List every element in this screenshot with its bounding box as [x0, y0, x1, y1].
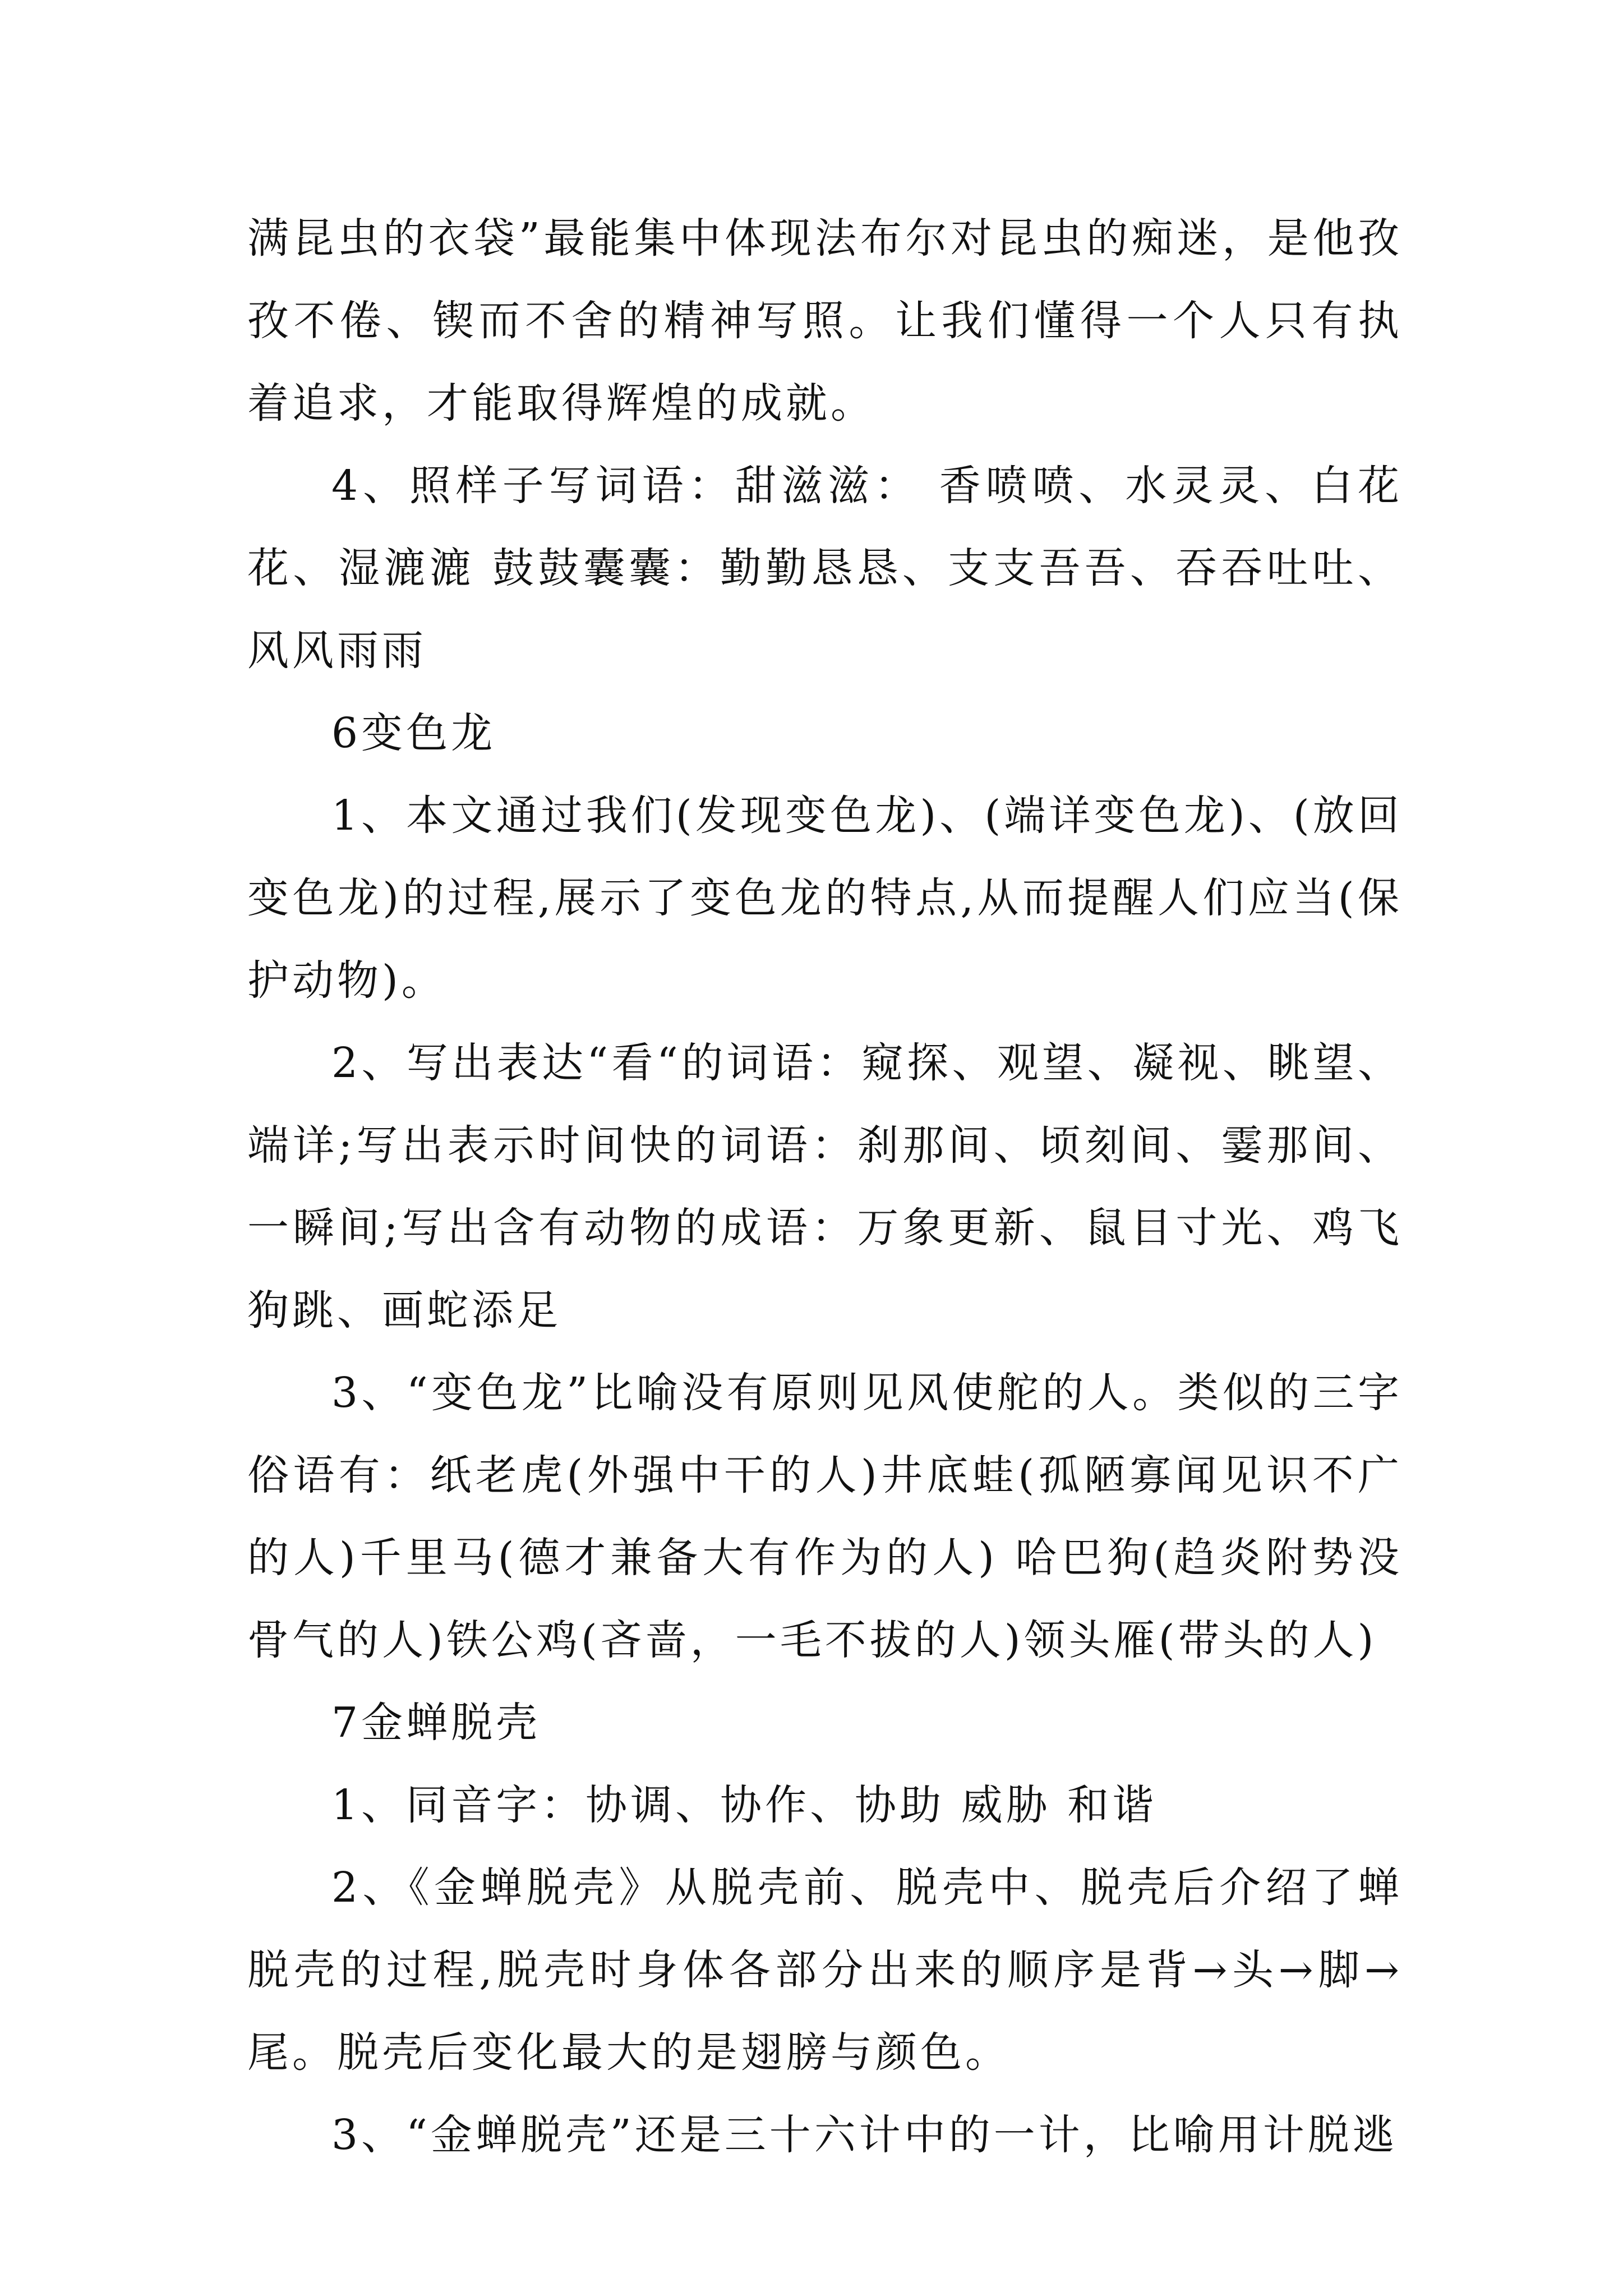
paragraph-chameleon-2: 2、写出表达“看“的词语：窥探、观望、凝视、眺望、端详;写出表示时间快的词语：刹那间、顷刻间、霎那间、一瞬间;写出含有动物的成语：万象更新、鼠目寸光、鸡飞狗跳、画蛇添足	[247, 1039, 1403, 1335]
paragraph-chameleon-3: 3、“变色龙”比喻没有原则见风使舵的人。类似的三字俗语有：纸老虎(外强中干的人)井底蛙(孤陋寡闻见识不广的人)千里马(德才兼备大有作为的人) 哈巴狗(趋炎附势没骨气的人)铁公鸡(吝啬，一毛不拔的人)领头雁(带头的人)	[247, 1369, 1403, 1664]
paragraph-cicada-1: 1、同音字：协调、协作、协助 威胁 和谐	[331, 1781, 1158, 1829]
paragraph-cicada-3: 3、“金蝉脱壳”还是三十六计中的一计，比喻用计脱逃	[331, 2111, 1398, 2159]
section-heading-cicada: 7金蝉脱壳	[331, 1699, 541, 1747]
section-heading-chameleon: 6变色龙	[331, 709, 496, 757]
document-body	[247, 197, 1403, 2177]
paragraph-cicada-2: 2、《金蝉脱壳》从脱壳前、脱壳中、脱壳后介绍了蝉脱壳的过程,脱壳时身体各部分出来的顺序是背→头→脚→尾。脱壳后变化最大的是翅膀与颜色。	[247, 1864, 1403, 2077]
paragraph-continued: 满昆虫的衣袋”最能集中体现法布尔对昆虫的痴迷，是他孜孜不倦、锲而不舍的精神写照。让我们懂得一个人只有执着追求，才能取得辉煌的成就。	[247, 214, 1403, 427]
paragraph-word-exercise: 4、照样子写词语：甜滋滋： 香喷喷、水灵灵、白花花、湿漉漉 鼓鼓囊囊：勤勤恳恳、支支吾吾、吞吞吐吐、风风雨雨	[247, 462, 1403, 675]
paragraph-chameleon-1: 1、本文通过我们(发现变色龙)、(端详变色龙)、(放回变色龙)的过程,展示了变色龙的特点,从而提醒人们应当(保护动物)。	[247, 792, 1403, 1005]
